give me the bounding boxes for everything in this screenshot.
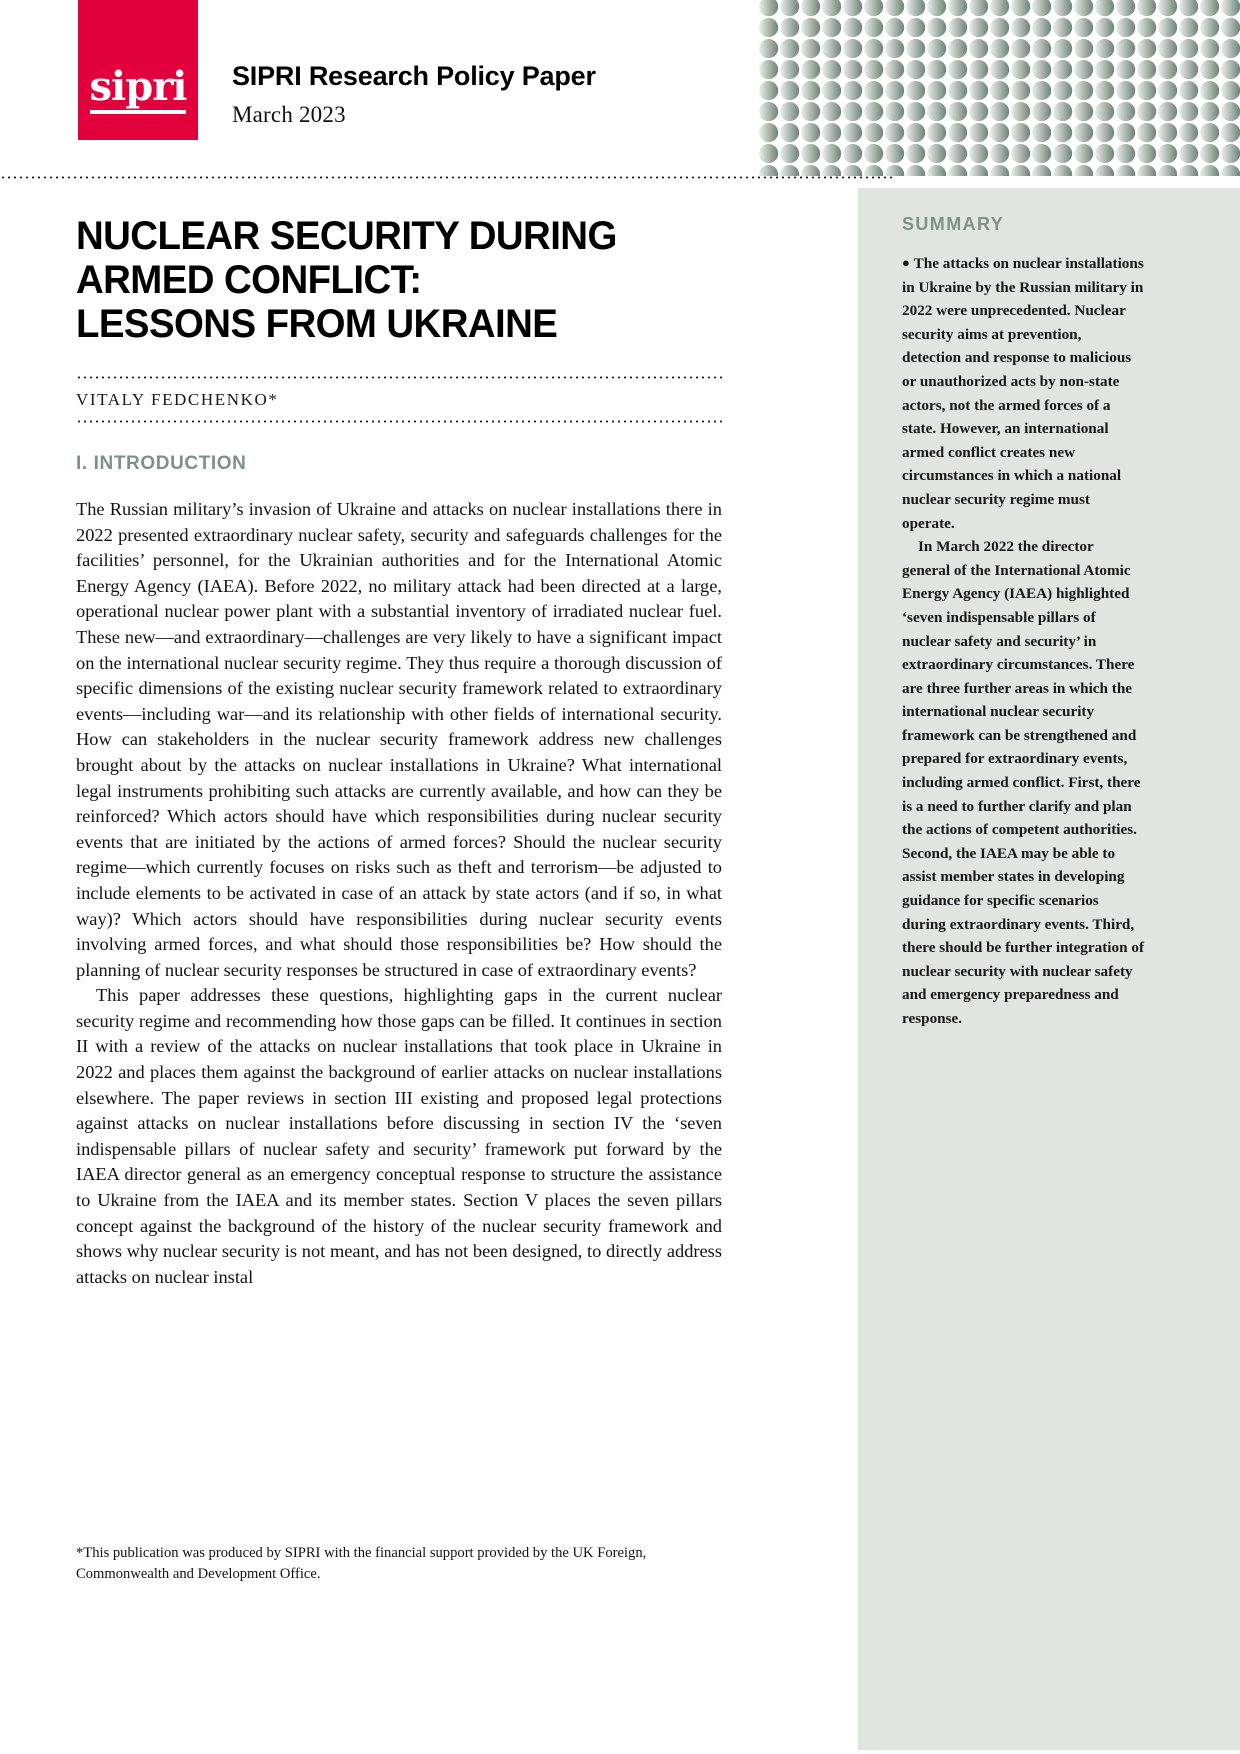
summary-body: [902, 252, 1144, 1031]
dotted-rule: [76, 420, 722, 423]
summary-sidebar: [858, 188, 1240, 1750]
page-header: [0, 0, 1240, 178]
page-title-line-3: LESSONS FROM UKRAINE: [76, 302, 558, 346]
footnote: *This publication was produced by SIPRI with the financial support provided by the UK Foreign, Commonwealth and Development Office.: [76, 1545, 647, 1582]
decorative-dot-grid: [758, 0, 1240, 176]
body-copy: [76, 497, 722, 1290]
summary-paragraph-2: In March 2022 the director general of the International Atomic Energy Agency (IAEA) highlighted ‘seven indispensable pillars of nuclear safety and security’ in extraordinary circumstances. There are three further areas in which the international nuclear security framework can be strengthened and prepared for extraordinary events, including armed conflict. First, there is a need to further clarify and plan the actions of competent authorities. Second, the IAEA may be able to assist member states in developing guidance for specific scenarios during extraordinary events. Third, there should be further integration of nuclear security with nuclear safety and emergency preparedness and response.: [902, 538, 1145, 1027]
bullet-icon: ●: [902, 255, 910, 270]
body-paragraph-1: The Russian military’s invasion of Ukraine and attacks on nuclear installations there in 2022 presented extraordinary nuclear safety, security and safeguards challenges for the facilities’ personnel, for the Ukrainian authorities and for the International Atomic Energy Agency (IAEA). Before 2022, no military attack had been directed at a large, operational nuclear power plant with a substantial inventory of irradiated nuclear fuel. These new—and extraordinary—challenges are very likely to have a significant impact on the international nuclear security regime. They thus require a thorough discussion of specific dimensions of the existing nuclear security framework related to extraordinary events—including war—and its relationship with other fields of international security. How can stakeholders in the nuclear security framework address new challenges brought about by the attacks on nuclear installations in Ukraine? What international legal instruments prohibiting such attacks are currently available, and how can they be reinforced? Which actors should have which responsibilities during nuclear security events that are initiated by the actions of armed forces? Should the nuclear security regime—which currently focuses on risks such as theft and terrorism—be adjusted to include elements to be activated in case of an attack by state actors (and if so, in what way)? Which actors should have responsibilities during nuclear security events involving armed forces, and what should those responsibilities be? How should the planning of nuclear security responses be structured in case of extraordinary events?: [76, 499, 722, 980]
dotted-rule: [76, 376, 722, 379]
header-divider-rule: [0, 176, 895, 179]
summary-heading: SUMMARY: [902, 214, 1005, 234]
page-title-line-2: ARMED CONFLICT:: [76, 258, 422, 302]
sipri-logo: [78, 0, 198, 140]
summary-paragraph-1: [902, 252, 1144, 535]
sipri-logo-wordmark: sipri: [90, 67, 187, 114]
rule-above-author: [76, 376, 722, 379]
main-column: [76, 188, 722, 1290]
summary-paragraph-1-text: The attacks on nuclear installations in Ukraine by the Russian military in 2022 were unprecedented. Nuclear security aims at prevention, detection and response to malicious or unauthorized acts by non-state actors, not the armed forces of a state. However, an international armed conflict creates new circumstances in which a national nuclear security regime must operate.: [902, 255, 1144, 532]
rule-below-author: [76, 420, 722, 423]
series-title: SIPRI Research Policy Paper: [232, 61, 596, 91]
page-title: [76, 214, 696, 346]
section-heading: I. INTRODUCTION: [76, 453, 247, 474]
body-paragraph-2: This paper addresses these questions, highlighting gaps in the current nuclear security regime and recommending how those gaps can be filled. It continues in section II with a review of the attacks on nuclear installations that took place in Ukraine in 2022 and places them against the background of earlier attacks on nuclear installations elsewhere. The paper reviews in section III existing and proposed legal protections against attacks on nuclear installations before discussing in section IV the ‘seven indispensable pillars of nuclear safety and security’ framework put forward by the IAEA director general as an emergency conceptual response to structure the assistance to Ukraine from the IAEA and its member states. Section V places the seven pillars concept against the background of the history of the nuclear security framework and shows why nuclear security is not meant, and has not been designed, to directly address attacks on nuclear instal: [76, 985, 722, 1287]
page-title-line-1: NUCLEAR SECURITY DURING: [76, 214, 617, 258]
header-title-group: [232, 62, 596, 128]
author-byline: VITALY FEDCHENKO*: [76, 390, 279, 409]
publication-date: March 2023: [232, 101, 346, 127]
